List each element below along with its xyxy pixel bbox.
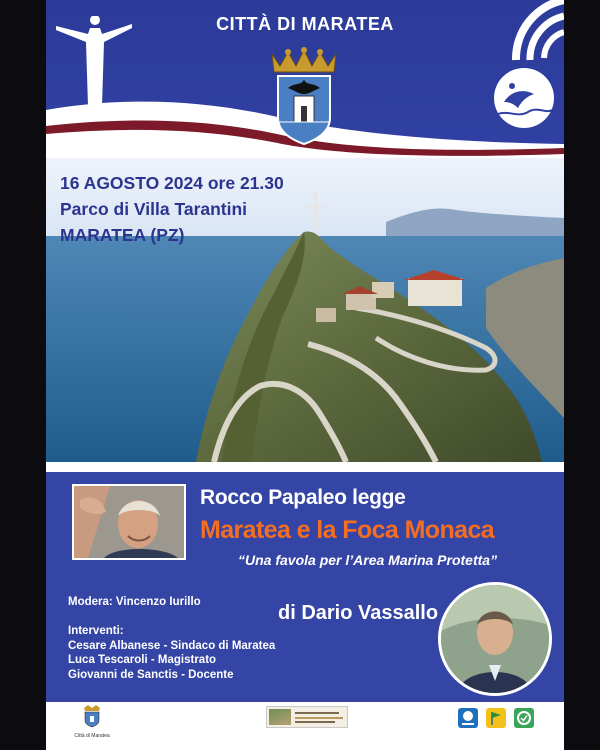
speakers-list: [68, 624, 275, 682]
footer-city-crest: [72, 704, 112, 739]
maratea-landscape-photo: [46, 158, 564, 462]
moderator-line: Modera: Vincenzo Iurillo: [68, 596, 201, 608]
speakers-heading: Interventi:: [68, 625, 124, 637]
event-details: [60, 170, 284, 248]
foundation-logo: [266, 706, 348, 728]
speaker-item: Luca Tescaroli - Magistrato: [68, 654, 217, 666]
event-town: MARATEA (PZ): [60, 225, 185, 245]
coat-of-arms-icon: [264, 46, 344, 146]
book-title: Maratea e la Foca Monaca: [200, 516, 495, 544]
poster-header: [46, 0, 564, 158]
reader-heading: Rocco Papaleo legge: [200, 486, 406, 509]
marine-area-logo: [454, 0, 564, 130]
book-subtitle: “Una favola per l’Area Marina Protetta”: [238, 552, 498, 568]
crest-caption: Città di Maratea: [74, 733, 110, 739]
speaker-item: Cesare Albanese - Sindaco di Maratea: [68, 639, 276, 652]
christ-statue-icon: [54, 16, 134, 108]
program-section: [46, 462, 564, 702]
event-poster: [46, 0, 564, 750]
blue-flag-badge-icon: [458, 708, 478, 728]
green-flag-badge-icon: [486, 708, 506, 728]
eco-badge-icon: [514, 708, 534, 728]
dario-vassallo-photo: [438, 582, 552, 696]
city-title: CITTÀ DI MARATEA: [216, 14, 394, 34]
sponsor-footer: [46, 702, 564, 750]
event-date-time: 16 AGOSTO 2024 ore 21.30: [60, 173, 284, 193]
speaker-item: Giovanni de Sanctis - Docente: [68, 668, 234, 681]
event-venue: Parco di Villa Tarantini: [60, 199, 248, 219]
author-line: di Dario Vassallo: [278, 602, 439, 624]
city-crest-icon: [82, 704, 102, 728]
rocco-papaleo-photo: [72, 484, 186, 560]
